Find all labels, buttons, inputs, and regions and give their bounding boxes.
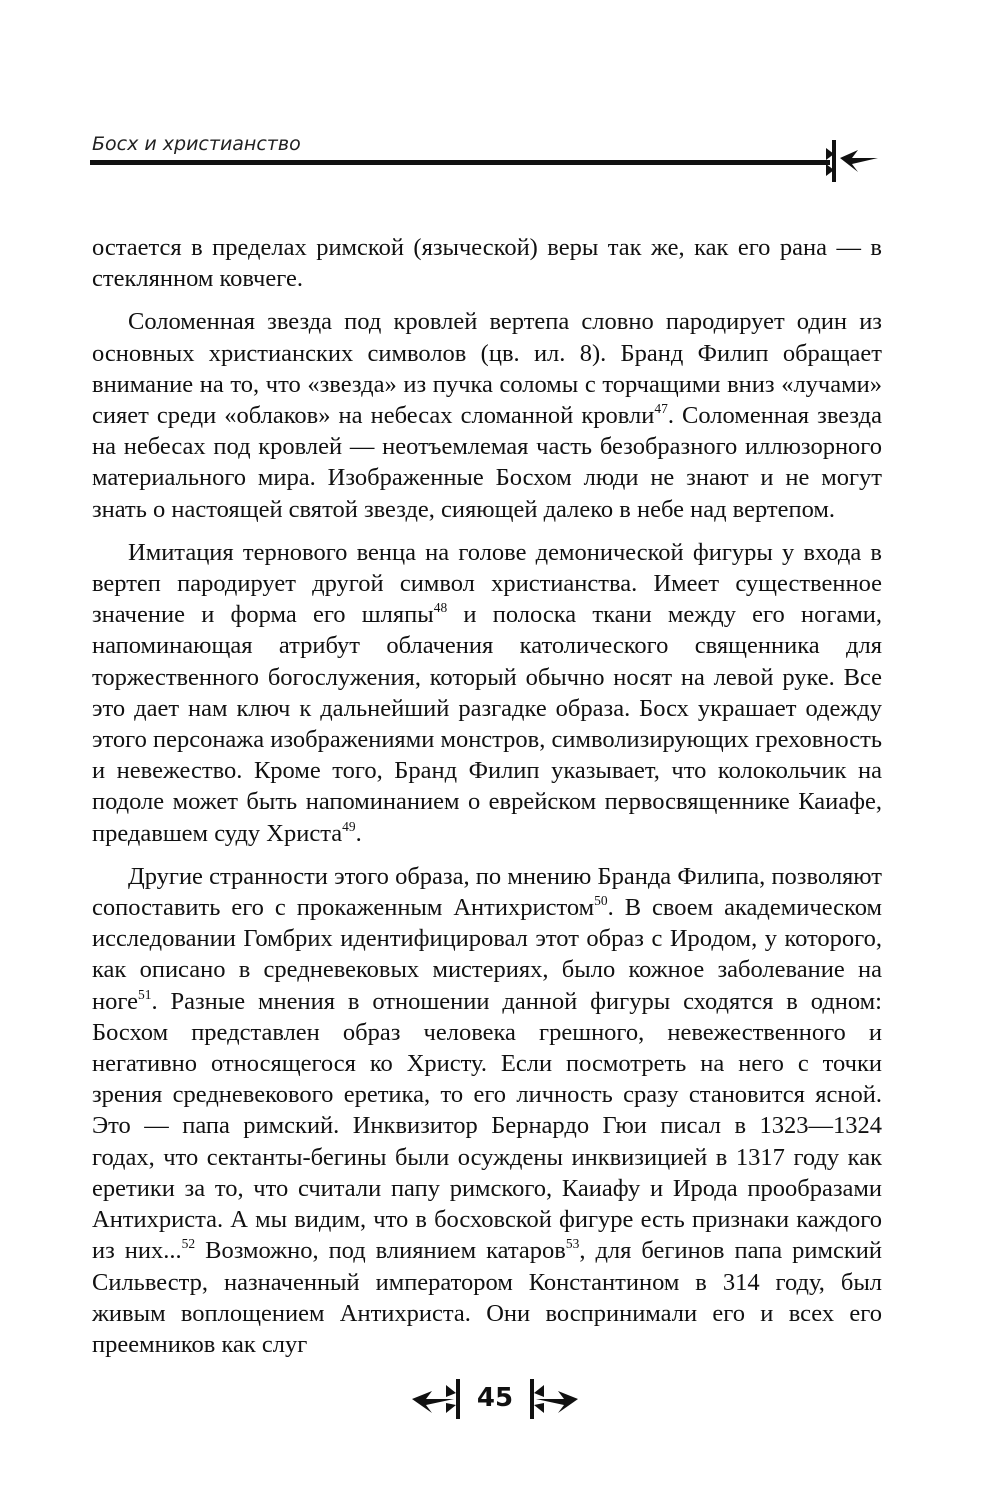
fleuron-ornament-icon [822,136,880,186]
paragraph [92,537,882,849]
text-run: . Разные мнения в отношении данной фигуры сходятся в одном: Босхом представлен образ человека грешного, невежественного и негативно относящегося ко Христу. Если посмотреть на него с точки зрения средневекового еретика, то его личность сразу становится ясной. Это — папа римский. Инквизитор Бернардо Гюи писал в 1323—1324 годах, что сектанты-бегины были осуждены инквизицией в 1317 году как еретики за то, что считали папу римского, Каиафу и Ирода прообразами Антихриста. А мы видим, что в босховской фигуре есть признаки каждого из них... [92,987,882,1265]
text-run: остается в пределах римской (языческой) веры так же, как его рана — в стеклянном ковчеге. [92,234,882,293]
text-run: Соломенная звезда под кровлей вертепа словно пародирует один из основных христианских символов (цв. ил. 8). Бранд Филип обращает внимание на то, что «звезда» из пучка соломы с торчащими вниз «лучами» сияет среди «облаков» на небесах сломанной кровли [92,308,882,430]
text-run: . [355,819,362,847]
footnote-ref: 53 [565,1236,580,1252]
text-run: Другие странности этого образа, по мнению Бранда Филипа, позволяют сопоставить его с прокаженным Антихристом [92,862,882,922]
text-run: , для бегинов папа римский Сильвестр, назначенный императором Константином в 314 году, был живым воплощением Антихриста. Они воспринимали его и всех его преемников как слуг [92,1237,882,1358]
paragraph [92,232,882,294]
text-run: Возможно, под влиянием катаров [195,1237,566,1265]
footnote-ref: 47 [654,400,668,416]
paragraph [92,861,882,1360]
text-run: и полоска ткани между его ногами, напоминающая атрибут облачения католического священника для торжественного богослужения, который обычно носят на левой руке. Все это дает нам ключ к дальнейший разгадке образа. Босх украшает одежду этого персонажа изображениями монстров, символизирующих греховность и невежество. Кроме того, Бранд Филип указывает, что колокольчик на подоле может быть напоминанием о еврейском первосвященнике Каиафе, предавшем суду Христа [92,601,882,847]
body-text [92,232,882,1372]
text-run: . Соломенная звезда на небесах под кровлей — неотъемлемая часть безобразного иллюзорного материального мира. Изображенные Босхом люди не знают и не могут знать о настоящей святой звезде, сияющей далеко в небе над вертепом. [92,402,882,523]
text-run: . В своем академическом исследовании Гомбрих идентифицировал этот образ с Иродом, у которого, как описано в средневековых мистериях, было кожное заболевание на ноге [92,894,883,1015]
footnote-ref: 50 [594,892,608,908]
footnote-ref: 52 [181,1236,196,1252]
header-rule [90,160,830,165]
footnote-ref: 51 [137,986,152,1002]
paragraph [92,306,882,524]
footnote-ref: 49 [342,818,356,834]
page-number: 45 [476,1383,514,1413]
text-run: Имитация тернового венца на голове демонической фигуры у входа в вертеп пародирует другой символ христианства. Имеет существенное значение и форма его шляпы [92,538,882,629]
running-head: Босх и христианство [92,133,301,155]
footnote-ref: 48 [433,600,448,616]
